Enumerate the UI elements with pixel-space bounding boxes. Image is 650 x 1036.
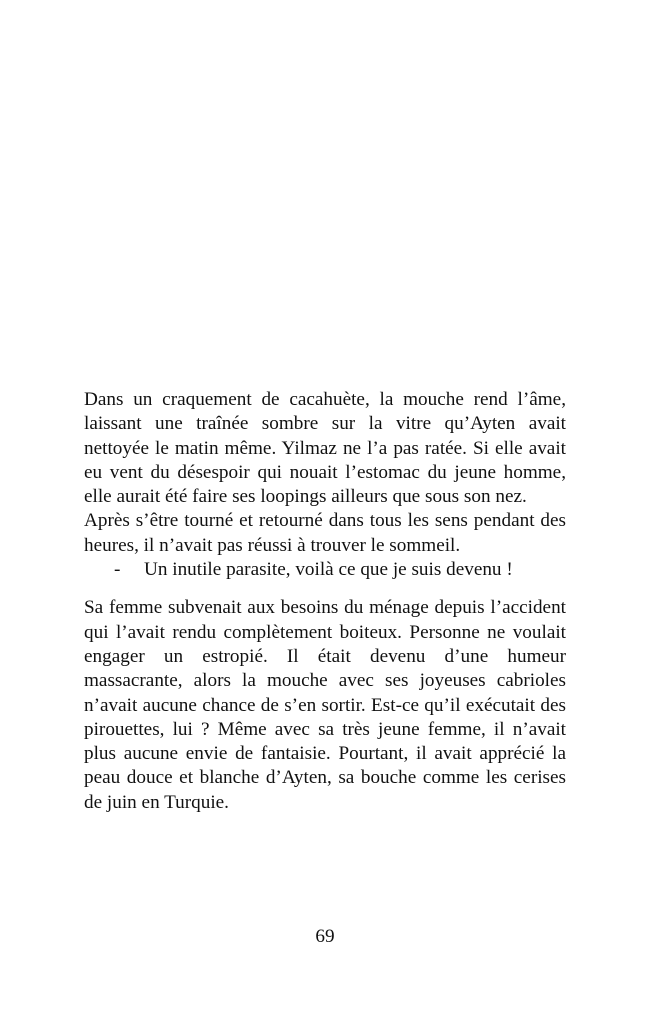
page-number: 69	[315, 926, 335, 947]
body-text	[84, 388, 566, 815]
paragraph-sleepless: Après s’être tourné et retourné dans tous les sens pendant des heures, il n’avait pas réussi à trouver le sommeil.	[84, 510, 566, 556]
paragraph-spacer	[84, 582, 566, 596]
dialogue-line	[84, 558, 566, 582]
paragraph-wife: Sa femme subvenait aux besoins du ménage depuis l’accident qui l’avait rendu complètement boiteux. Personne ne voulait engager un estropié. Il était devenu d’une humeur massacrante, alors la mouche avec ses joyeuses cabrioles n’avait aucune chance de s’en sortir. Est-ce qu’il exécutait des pirouettes, lui ? Même avec sa très jeune femme, il n’avait plus aucune envie de fantaisie. Pourtant, il avait apprécié la peau douce et blanche d’Ayten, sa bouche comme les cerises de juin en Turquie.	[84, 597, 566, 813]
paragraph-fly: Dans un craquement de cacahuète, la mouche rend l’âme, laissant une traînée sombre sur la vitre qu’Ayten avait nettoyée le matin même. Yilmaz ne l’a pas ratée. Si elle avait eu vent du désespoir qui nouait l’estomac du jeune homme, elle aurait été faire ses loopings ailleurs que sous son nez.	[84, 389, 566, 508]
dialogue-dash: -	[114, 559, 121, 581]
dialogue-text: Un inutile parasite, voilà ce que je suis devenu !	[144, 559, 513, 581]
